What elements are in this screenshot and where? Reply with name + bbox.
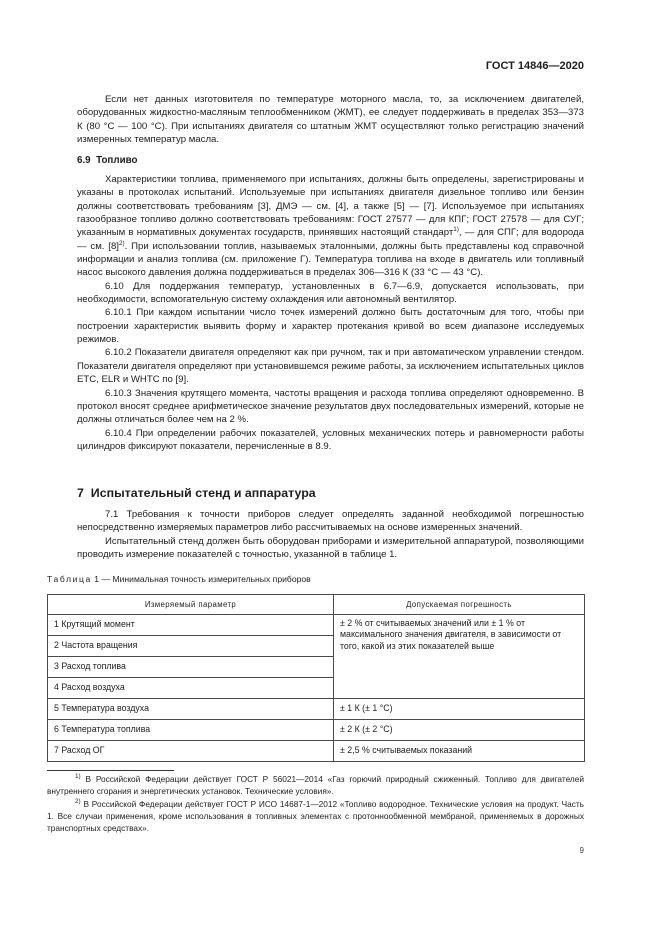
section-6-9-body xyxy=(77,173,584,453)
parameter-cell: 2 Частота вращения xyxy=(48,636,334,657)
table-caption-prefix: Таблица xyxy=(47,574,92,584)
footnote-text: В Российской Федерации действует ГОСТ Р ИСО 14687-1—2012 «Топливо водородное. Технические условия на продукт. Часть 1. Все случаи применения, кроме использования в топливных элементах с протоннообменной мембраной, применяемых в дорожных транспортных средствах». xyxy=(47,798,584,833)
tolerance-cell-merged: ± 2 % от считываемых значений или ± 1 % от максимального значения двигателя, в зависимости от того, какой из этих показателей выше xyxy=(334,615,585,699)
footnote-2 xyxy=(47,799,584,835)
paragraph-7-1-b: Испытательный стенд должен быть оборудован приборами и измерительной аппаратурой, позволяющими проводить измерение показателей с точностью, указанной в таблице 1. xyxy=(77,535,584,561)
section-heading-7 xyxy=(77,486,316,500)
tolerance-cell: ± 2,5 % считываемых показаний xyxy=(334,741,585,762)
footnote-ref-2[interactable]: 2) xyxy=(118,239,125,247)
table-row xyxy=(48,615,585,636)
table-header-row xyxy=(48,595,585,615)
tolerance-cell: ± 2 К (± 2 °С) xyxy=(334,720,585,741)
text-run: . При использовании топлив, называемых эталонными, должны быть представлены код справочной информации и анализ топлива (см. приложение Г). Температура топлива на входе в двигатель или топливный насос высокого давления должна поддерживаться в пределах 306—316 К (33 °С — 43 °С). xyxy=(77,240,584,279)
parameter-cell: 3 Расход топлива xyxy=(48,657,334,678)
table-row xyxy=(48,699,585,720)
paragraph-6-10-3: 6.10.3 Значения крутящего момента, частоты вращения и расхода топлива определяют одновременно. В протокол вносят среднее арифметическое значение результатов двух последовательных измерений, которые не должны отличаться более чем на 2 %. xyxy=(77,387,584,426)
footnote-ref-1[interactable]: 1) xyxy=(453,226,459,234)
text-run: , — для СПГ; для водорода — см. [8] xyxy=(77,227,584,252)
accuracy-table xyxy=(47,594,585,762)
footnote-1 xyxy=(47,774,584,798)
table-row xyxy=(48,741,585,762)
paragraph-6-10-1: 6.10.1 При каждом испытании число точек измерений должно быть достаточным для того, чтобы при построении характеристик выявить форму и характер протекания кривой во всем диапазоне исследуемых режимов. xyxy=(77,307,584,346)
text-run: Характеристики топлива, применяемого при испытаниях, должны быть определены, зарегистрированы и указаны в протоколах испытаний. Используемые при испытаниях двигателя дизельное топливо или бензин должны соответствовать требованиям [3], ДМЭ — см. [4], а также [5] — [7]. Используемое при испытаниях газообразное топливо должно соответствовать требованиям: ГОСТ 27577 — для КПГ; ГОСТ 27578 — для СУГ; указанным в нормативных документах государств, принявших настоящий стандарт xyxy=(77,174,584,239)
paragraph-6-10: 6.10 Для поддержания температур, установленных в 6.7—6.9, допускается использовать, при необходимости, вспомогательную систему охлаждения или автономный вентилятор. xyxy=(77,280,584,306)
parameter-cell: 5 Температура воздуха xyxy=(48,699,334,720)
table-caption xyxy=(47,574,311,584)
paragraph-text: Если нет данных изготовителя по температуре моторного масла, то, за исключением двигателей, оборудованных жидкостно-масляным теплообменником (ЖМТ), ее следует поддерживать в пределах 353—373 К (80 °С — 100 °С). При испытаниях двигателя со штатным ЖМТ осуществляют только регистрацию значений измеренных температур масла. xyxy=(77,94,584,146)
paragraph-6-10-2: 6.10.2 Показатели двигателя определяют как при ручном, так и при автоматическом управлении стендом. Показатели двигателя определяют при установившемся режиме работы, за исключением испытательных циклов ETC, ELR и WHTC по [9]. xyxy=(77,347,584,386)
parameter-cell: 4 Расход воздуха xyxy=(48,678,334,699)
paragraph-6-10-4: 6.10.4 При определении рабочих показателей, условных механических потерь и равномерности работы цилиндров фиксируют показатели, перечисленные в 8.9. xyxy=(77,427,584,452)
section-title: Топливо xyxy=(96,155,138,166)
document-id-header: ГОСТ 14846—2020 xyxy=(485,60,584,72)
section-number: 6.9 xyxy=(77,155,91,166)
tolerance-cell: ± 1 К (± 1 °С) xyxy=(334,699,585,720)
parameter-cell: 6 Температура топлива xyxy=(48,720,334,741)
section-number: 7 xyxy=(77,486,84,500)
paragraph-7-1: 7.1 Требования к точности приборов следует определять заданной необходимой погрешностью непосредственно измеряемых параметров либо рассчитываемых на основе измеренных значений. xyxy=(77,509,584,534)
page-number: 9 xyxy=(579,846,584,855)
paragraph-fuel xyxy=(77,173,584,280)
paragraph-oil-temperature xyxy=(77,93,584,146)
footnote-divider xyxy=(47,770,174,771)
table-caption-text: 1 — Минимальная точность измерительных приборов xyxy=(91,574,311,584)
column-header-tolerance: Допускаемая погрешность xyxy=(334,595,585,615)
footnotes xyxy=(47,774,584,835)
footnote-mark: 1) xyxy=(75,773,81,780)
column-header-parameter: Измеряемый параметр xyxy=(48,595,334,615)
section-title: Испытательный стенд и аппаратура xyxy=(90,486,316,500)
table-row xyxy=(48,720,585,741)
footnote-mark: 2) xyxy=(75,797,81,805)
section-heading-6-9 xyxy=(77,155,137,166)
section-7-body xyxy=(77,508,584,561)
parameter-cell: 7 Расход ОГ xyxy=(48,741,334,762)
parameter-cell: 1 Крутящий момент xyxy=(48,615,334,636)
footnote-text: В Российской Федерации действует ГОСТ Р 56021—2014 «Газ горючий природный сжиженный. Топливо для двигателей внутреннего сгорания и энергетических установок. Технические условия». xyxy=(47,774,584,796)
